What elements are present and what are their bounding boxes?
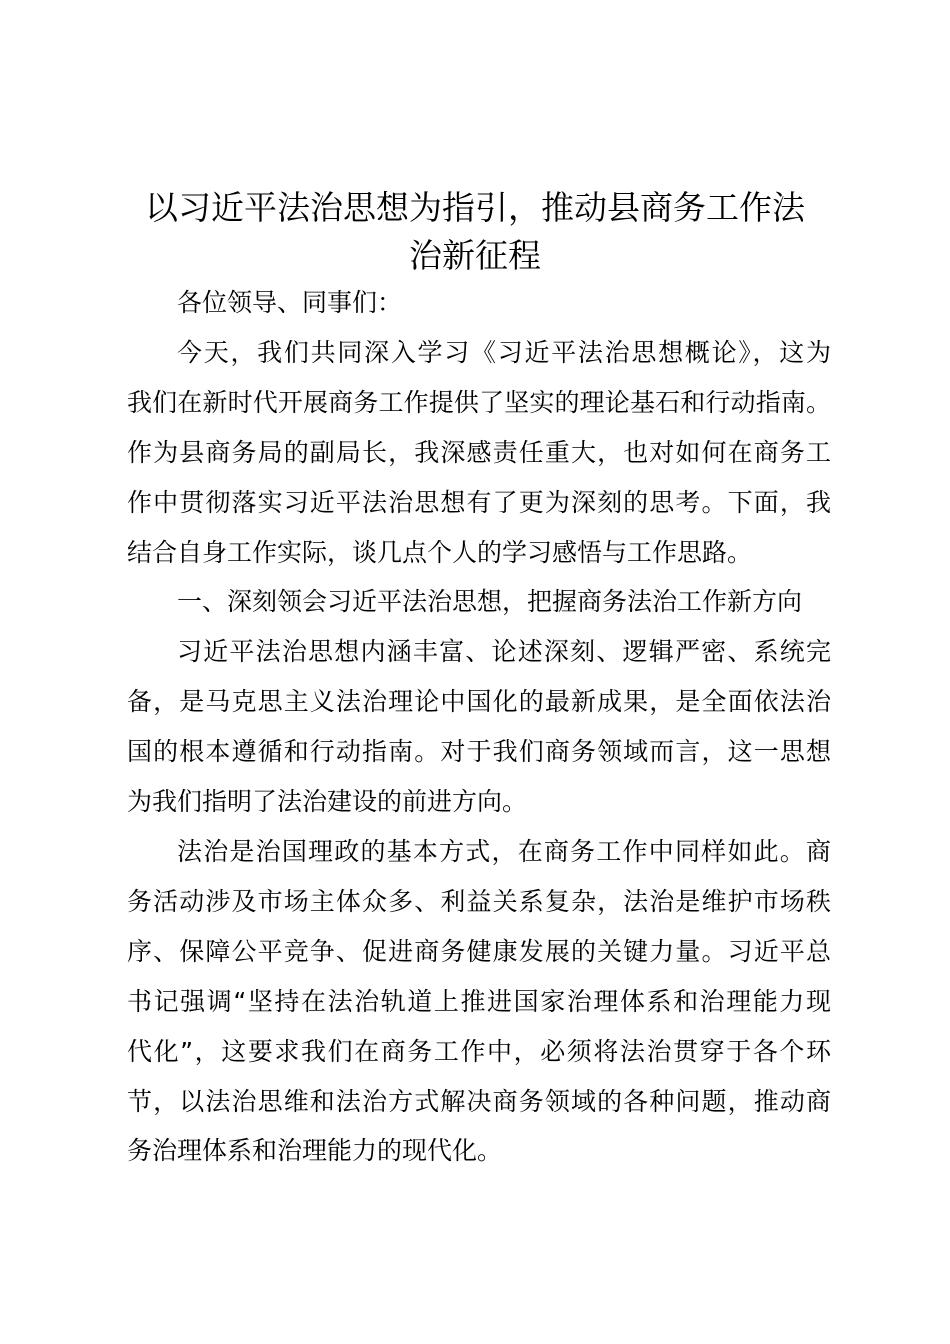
text-line: 我们在新时代开展商务工作提供了坚实的理论基石和行动指南。 — [127, 387, 831, 417]
text-line: 作中贯彻落实习近平法治思想有了更为深刻的思考。下面，我 — [127, 487, 831, 517]
text-line: 一、深刻领会习近平法治思想，把握商务法治工作新方向 — [177, 587, 803, 617]
text-line: 结合自身工作实际，谈几点个人的学习感悟与工作思路。 — [127, 537, 753, 567]
paragraph — [127, 827, 831, 1176]
text-line: 习近平法治思想内涵丰富、论述深刻、逻辑严密、系统完 — [177, 637, 831, 667]
section-heading — [127, 577, 831, 627]
text-line: 备，是马克思主义法治理论中国化的最新成果，是全面依法治 — [127, 687, 831, 717]
paragraph — [127, 627, 831, 827]
title-line: 以习近平法治思想为指引，推动县商务工作法 — [145, 188, 805, 227]
text-line: 各位领导、同事们： — [177, 288, 403, 317]
text-line: 序、保障公平竞争、促进商务健康发展的关键力量。习近平总 — [127, 936, 831, 966]
text-line: 节，以法治思维和法治方式解决商务领域的各种问题，推动商 — [127, 1086, 831, 1116]
text-line: 书记强调“坚持在法治轨道上推进国家治理体系和治理能力现 — [127, 986, 831, 1016]
paragraph — [127, 328, 831, 578]
text-line: 国的根本遵循和行动指南。对于我们商务领域而言，这一思想 — [127, 737, 831, 767]
text-line: 为我们指明了法治建设的前进方向。 — [127, 787, 528, 817]
text-line: 务治理体系和治理能力的现代化。 — [127, 1136, 503, 1166]
text-line: 作为县商务局的副局长，我深感责任重大，也对如何在商务工 — [127, 437, 831, 467]
document-body — [127, 278, 831, 1176]
text-line: 法治是治国理政的基本方式，在商务工作中同样如此。商 — [177, 836, 831, 866]
text-line: 务活动涉及市场主体众多、利益关系复杂，法治是维护市场秩 — [127, 886, 831, 916]
text-line: 代化”，这要求我们在商务工作中，必须将法治贯穿于各个环 — [127, 1036, 831, 1066]
paragraph — [127, 278, 831, 328]
title-line: 治新征程 — [409, 236, 541, 275]
text-line: 今天，我们共同深入学习《习近平法治思想概论》，这为 — [177, 337, 831, 367]
document-title — [100, 184, 850, 280]
